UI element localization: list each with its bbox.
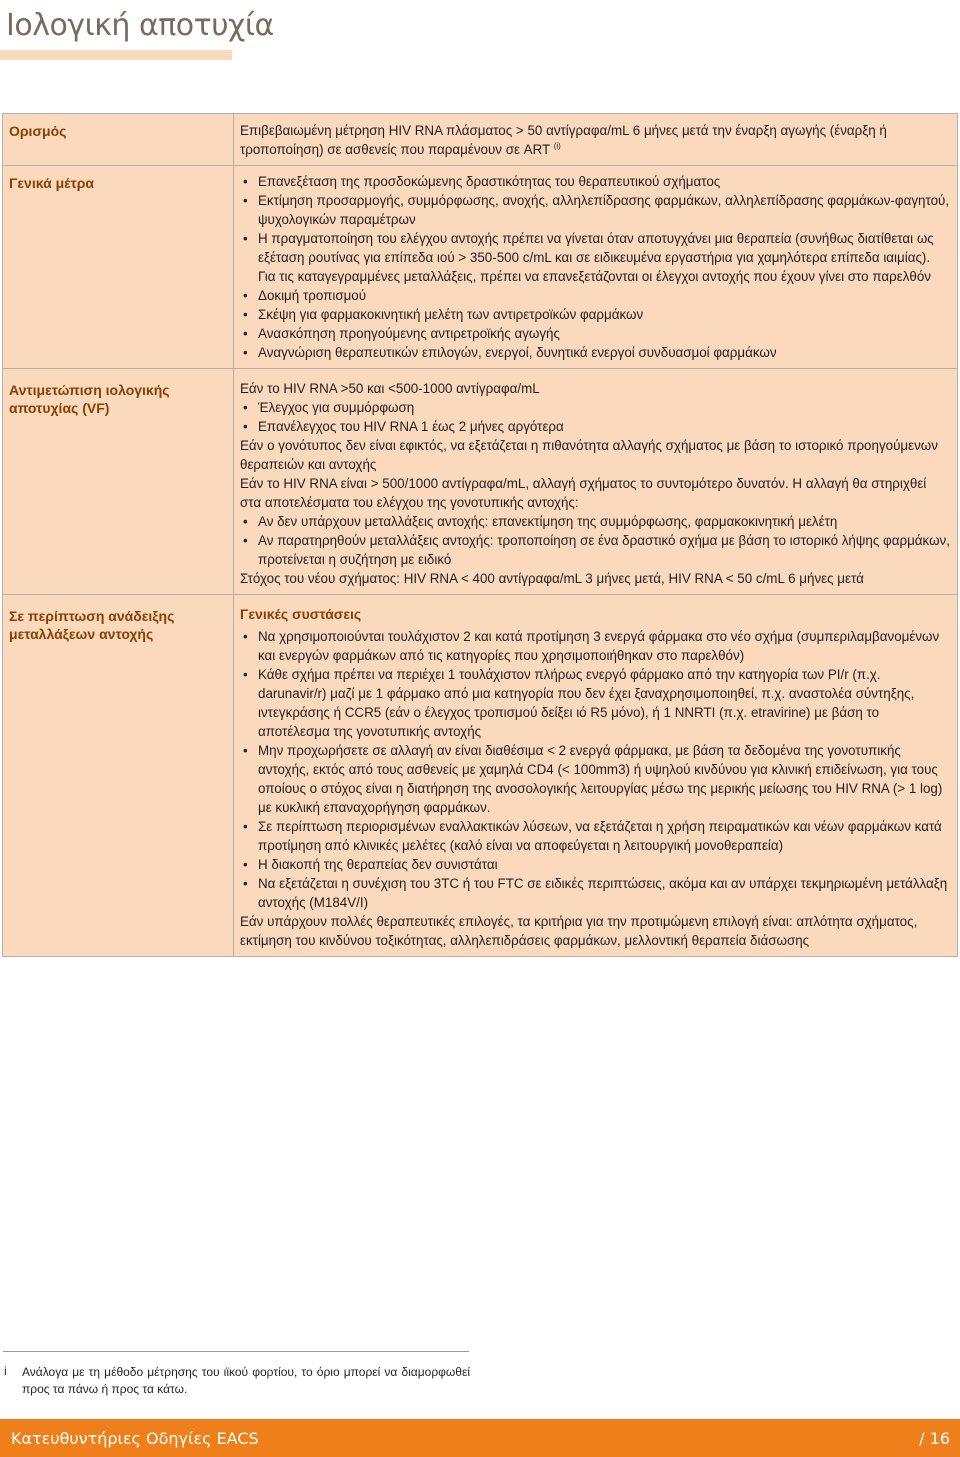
list-item: • Αναγνώριση θεραπευτικών επιλογών, ενεργοί, δυνητικά ενεργοί συνδυασμοί φαρμάκων [240, 343, 951, 362]
row-content-general-measures [234, 166, 958, 369]
list-item: • Επανεξέταση της προσδοκώμενης δραστικότητας του θεραπευτικού σχήματος [240, 172, 951, 191]
definition-text [240, 121, 951, 159]
row-content-definition [234, 114, 958, 166]
row-label-resistance-mutations: Σε περίπτωση ανάδειξης μεταλλάξεων αντοχής [3, 595, 234, 957]
vf-list-2 [240, 512, 951, 569]
row-label-vf-management: Αντιμετώπιση ιολογικής αποτυχίας (VF) [3, 369, 234, 595]
footnote-text: Ανάλογα με τη μέθοδο μέτρησης του ιϊκού φορτίου, το όριο μπορεί να διαμορφωθεί προς τα πάνω ή προς τα κάτω. [22, 1365, 470, 1396]
vf-list-1 [240, 398, 951, 436]
list-item: • Επανέλεγχος του HIV RNA 1 έως 2 μήνες αργότερα [240, 417, 951, 436]
footer-title: Κατευθυντήριες Οδηγίες EACS [11, 1429, 259, 1448]
list-item: • Ανασκόπηση προηγούμενης αντιρετροϊκής αγωγής [240, 324, 951, 343]
page-title: Ιολογική αποτυχία [6, 8, 274, 43]
row-vf-management [3, 369, 958, 595]
row-content-vf-management [234, 369, 958, 595]
page-footer [0, 1419, 960, 1457]
guideline-table [2, 113, 958, 957]
list-item: • Η διακοπή της θεραπείας δεν συνιστάται [240, 855, 951, 874]
vf-paragraph-switch: Εάν το HIV RNA είναι > 500/1000 αντίγραφα/mL, αλλαγή σχήματος το συντομότερο δυνατόν. Η αλλαγή θα στηριχθεί στα αποτελέσματα του ελέγχου της γονοτυπικής αντοχής: [240, 476, 927, 510]
vf-paragraph-target: Στόχος του νέου σχήματος: HIV RNA < 400 αντίγραφα/mL 3 μήνες μετά, HIV RNA < 50 c/mL 6 μήνες μετά [240, 571, 864, 586]
closing-paragraph: Εάν υπάρχουν πολλές θεραπευτικές επιλογές, τα κριτήρια για την προτιμώμενη επιλογή είναι: απλότητα σχήματος, εκτίμηση του κινδύνου τοξικότητας, αλληλεπιδράσεις φαρμάκων, μελλοντική θεραπεία διάσωσης [240, 914, 918, 948]
list-item: • Κάθε σχήμα πρέπει να περιέχει 1 τουλάχιστον πλήρως ενεργό φάρμακο από την κατηγορία των PI/r (π.χ. darunavir/r) μαζί με 1 φάρμακο από μια κατηγορία που δεν έχει ξαναχρησιμοποιηθεί, π.χ. αναστολέα σύντηξης, ιντεγκράσης ή CCR5 (εάν ο έλεγχος τροπισμού δείξει ιό R5 μόνο), ή 1 NNRTI (π.χ. etravirine) με βάση το αποτέλεσμα της γονοτυπικής αντοχής [240, 665, 951, 741]
general-recommendations-heading: Γενικές συστάσεις [240, 606, 362, 622]
general-measures-list [240, 172, 951, 362]
row-content-resistance-mutations [234, 595, 958, 957]
list-item: • Εκτίμηση προσαρμογής, συμμόρφωσης, ανοχής, αλληλεπίδρασης φαρμάκων, αλληλεπίδρασης φαρμάκων-φαγητού, ψυχολογικών παραμέτρων [240, 191, 951, 229]
title-underline-bar [0, 50, 232, 60]
footnote-divider [3, 1351, 469, 1352]
row-label-definition: Ορισμός [3, 114, 234, 166]
vf-intro: Εάν το HIV RNA >50 και <500-1000 αντίγραφα/mL [240, 381, 540, 396]
list-item: • Δοκιμή τροπισμού [240, 286, 951, 305]
list-item: • Έλεγχος για συμμόρφωση [240, 398, 951, 417]
page-number: / 16 [919, 1429, 950, 1448]
row-definition [3, 114, 958, 166]
list-item: • Να εξετάζεται η συνέχιση του 3TC ή του FTC σε ειδικές περιπτώσεις, ακόμα και αν υπάρχει τεκμηριωμένη μετάλλαξη αντοχής (M184V/I) [240, 874, 951, 912]
list-item: • Η πραγματοποίηση του ελέγχου αντοχής πρέπει να γίνεται όταν αποτυγχάνει μια θεραπεία (συνήθως διατίθεται ως εξέταση ρουτίνας για επίπεδα ιού > 350-500 c/mL και σε ειδικευμένα εργαστήρια για χαμηλότερα επίπεδα ιαιμίας). Για τις καταγεγραμμένες μεταλλάξεις, πρέπει να επανεξετάζονται οι έλεγχοι αντοχής που έχουν γίνει στο παρελθόν [240, 229, 951, 286]
row-general-measures [3, 166, 958, 369]
footnote-mark: i [4, 1364, 7, 1378]
recommendations-list [240, 627, 951, 912]
list-item: • Σε περίπτωση περιορισμένων εναλλακτικών λύσεων, να εξετάζεται η χρήση πειραματικών και νέων φαρμάκων κατά προτίμηση από κλινικές μελέτες (καλό είναι να αποφεύγεται η λειτουργική μονοθεραπεία) [240, 817, 951, 855]
list-item: • Μην προχωρήσετε σε αλλαγή αν είναι διαθέσιμα < 2 ενεργά φάρμακα, με βάση τα δεδομένα της γονοτυπικής αντοχής, εκτός από τους ασθενείς με χαμηλά CD4 (< 100mm3) ή υψηλού κινδύνου για κλινική επιδείνωση, για τους οποίους ο στόχος είναι η διατήρηση της ανοσολογικής λειτουργίας μέσω της μερικής μείωσης του HIV RNA (> 1 log) με κυκλική επαναχορήγηση φαρμάκων. [240, 741, 951, 817]
row-resistance-mutations [3, 595, 958, 957]
vf-paragraph-genotype: Εάν ο γονότυπος δεν είναι εφικτός, να εξετάζεται η πιθανότητα αλλαγής σχήματος με βάση το ιστορικό προηγούμενων θεραπειών και αντοχής [240, 438, 938, 472]
footnote-reference: (i) [553, 141, 561, 151]
list-item: • Σκέψη για φαρμακοκινητική μελέτη των αντιρετροϊκών φαρμάκων [240, 305, 951, 324]
definition-text-body: Επιβεβαιωμένη μέτρηση HIV RNA πλάσματος > 50 αντίγραφα/mL 6 μήνες μετά την έναρξη αγωγής (έναρξη ή τροποποίηση) σε ασθενείς που παραμένουν σε ART [240, 123, 887, 157]
list-item: • Αν δεν υπάρχουν μεταλλάξεις αντοχής: επανεκτίμηση της συμμόρφωσης, φαρμακοκινητική μελέτη [240, 512, 951, 531]
list-item: • Να χρησιμοποιούνται τουλάχιστον 2 και κατά προτίμηση 3 ενεργά φάρμακα στο νέο σχήμα (συμπεριλαμβανομένων και ενεργών φαρμάκων από τις κατηγορίες που χρησιμοποιήθηκαν στο παρελθόν) [240, 627, 951, 665]
list-item: • Αν παρατηρηθούν μεταλλάξεις αντοχής: τροποποίηση σε ένα δραστικό σχήμα με βάση το ιστορικό λήψης φαρμάκων, προτείνεται η συζήτηση με ειδικό [240, 531, 951, 569]
row-label-general-measures: Γενικά μέτρα [3, 166, 234, 369]
